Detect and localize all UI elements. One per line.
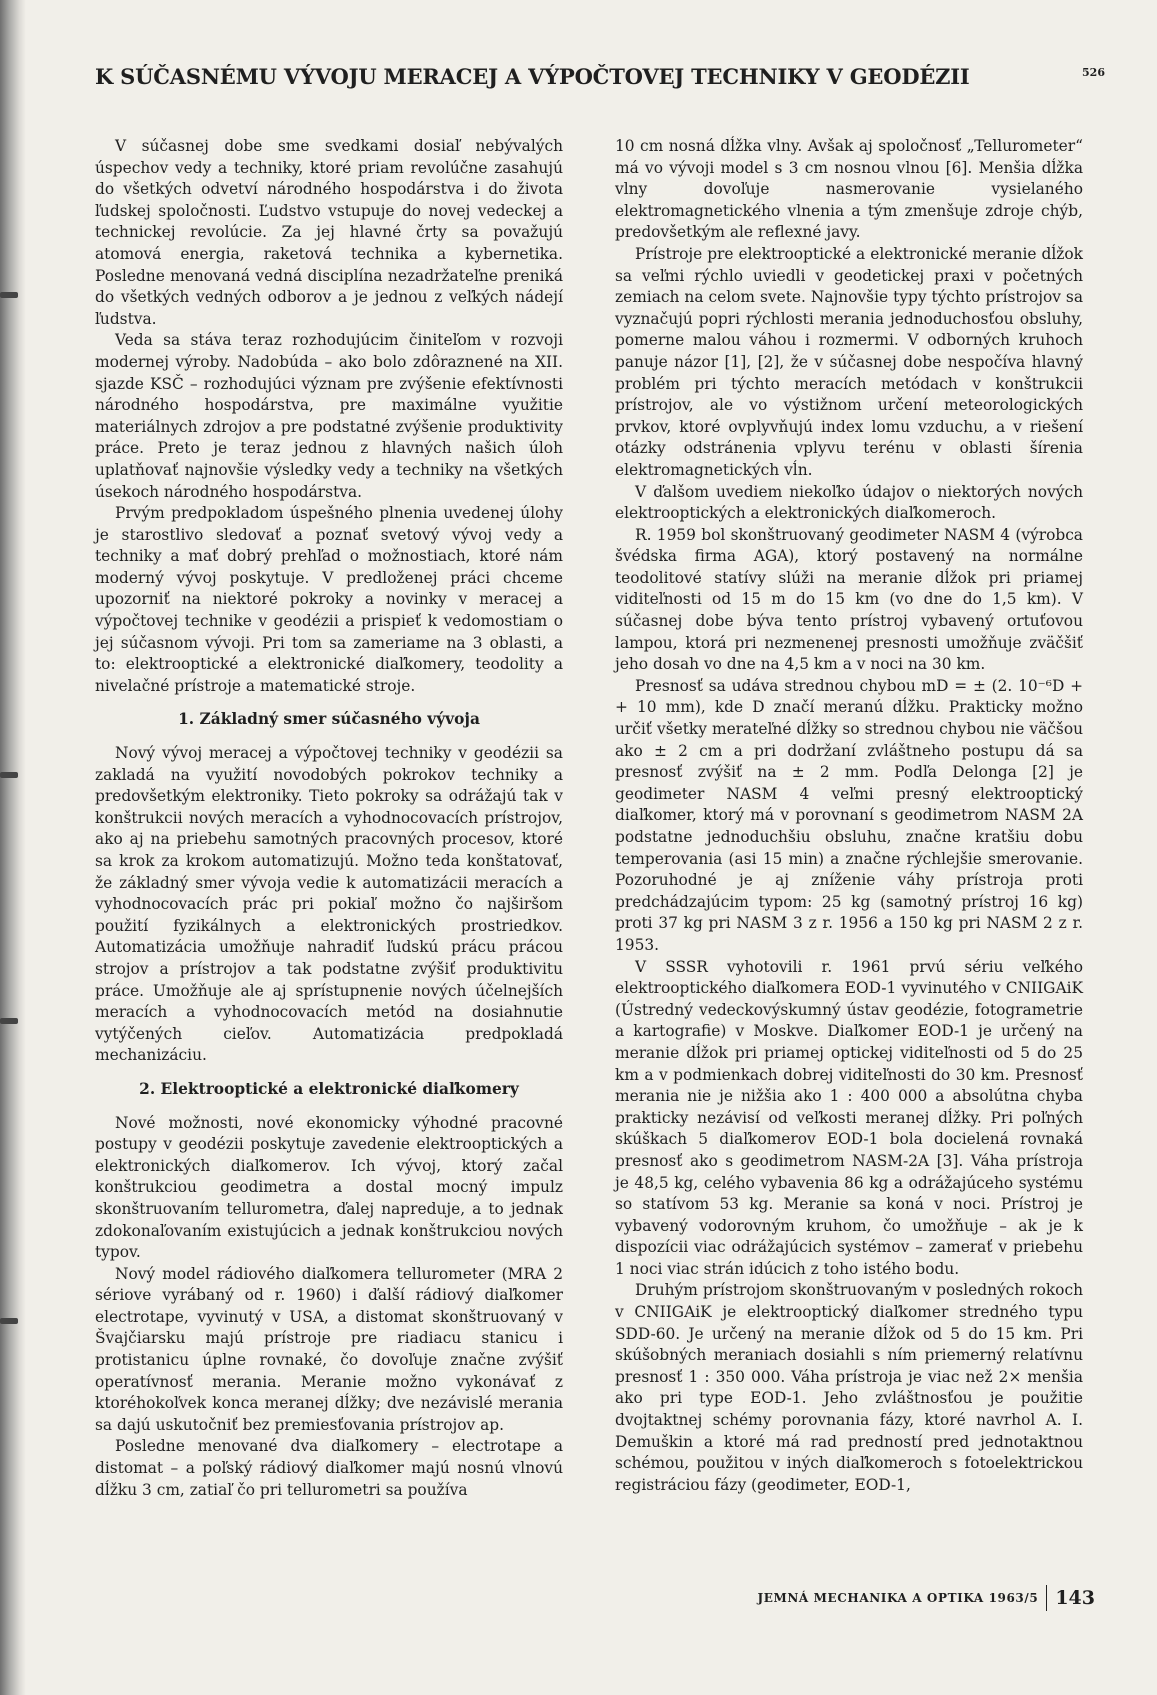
section-heading: 1. Základný smer súčasného vývoja [178, 710, 480, 729]
paragraph: Nový model rádiového diaľkomera tellurometer (MRA 2 sériove vyrábaný od r. 1960) i ďalší rádiový diaľkomer electrotape, vyvinutý v USA, a distomat skonštruovaný v Švajčiarsku majú prístroje pre riadiacu stanicu i protistanicu úplne rovnaké, čo dovoľuje značne zvýšiť operatívnosť merania. Meranie možno vykonávať z ktoréhokoľvek konca meranej dĺžky; dve nezávislé merania sa dajú uskutočniť bez premiesťovania prístrojov ap. [95, 1264, 563, 1434]
paragraph: V súčasnej dobe sme svedkami dosiaľ nebývalých úspechov vedy a techniky, ktoré priam revolúčne zasahujú do všetkých odvetví národného hospodárstva i do života ľudskej spoločnosti. Ľudstvo vstupuje do novej vedeckej a technickej revolúcie. Za jej hlavné črty sa považujú atomová energia, raketová technika a kybernetika. Posledne menovaná vedná disciplína nezadržateľne preniká do všetkých vedných odborov a je jednou z veľkých nádejí ľudstva. [95, 137, 563, 328]
journal-name: JEMNÁ MECHANIKA A OPTIKA 1963/5 [757, 1591, 1039, 1605]
binding-mark [0, 1018, 18, 1024]
paragraph: Posledne menované dva diaľkomery – electrotape a distomat – a poľský rádiový diaľkomer majú nosnú vlnovú dĺžku 3 cm, zatiaľ čo pri tellurometri sa používa [95, 1437, 563, 1499]
paragraph: Veda sa stáva teraz rozhodujúcim činiteľom v rozvoji modernej výroby. Nadobúda – ako bolo zdôraznené na XII. sjazde KSČ – rozhodujúci význam pre zvýšenie efektívnosti národného hospodárstva, pre maximálne využitie materiálnych zdrojov a pre podstatné zvýšenie produktivity práce. Preto je teraz jednou z hlavných našich úloh uplatňovať najnovšie výsledky vedy a techniky na všetkých úsekoch národného hospodárstva. [95, 331, 563, 501]
paragraph: V ďalšom uvediem niekoľko údajov o niektorých nových elektrooptických a elektronických diaľkomeroch. [615, 482, 1083, 523]
paragraph: Nový vývoj meracej a výpočtovej techniky v geodézii sa zakladá na využití novodobých pokrokov techniky a predovšetkým elektroniky. Tieto pokroky sa odrážajú tak v konštrukcii nových meracích a vyhodnocovacích prístrojov, ako aj na priebehu samotných pracovných procesov, ktoré sa krok za krokom automatizujú. Možno teda konštatovať, že základný smer vývoja vedie k automatizácii meracích a vyhodnocovacích prác pri pokiaľ možno čo najširšom použití fyzikálnych a elektronických prostriedkov. Automatizácia umožňuje nahradiť ľudskú prácu prácou strojov a prístrojov a tak podstatne zvýšiť produktivitu práce. Umožňuje ale aj sprístupnenie nových účelnejších meracích a vyhodnocovacích metód na dosiahnutie vytýčených cieľov. Automatizácia predpokladá mechanizáciu. [95, 744, 563, 1065]
paragraph: Prvým predpokladom úspešného plnenia uvedenej úlohy je starostlivo sledovať a poznať svetový vývoj vedy a techniky a mať dobrý prehľad o možnostiach, ktoré nám moderný vývoj poskytuje. V predloženej práci chceme upozorniť na niektoré pokroky a novinky v meracej a výpočtovej technike v geodézii a prispieť k vedomostiam o jej súčasnom vývoji. Pri tom sa zameriame na 3 oblasti, a to: elektrooptické a elektronické diaľkomery, teodolity a nivelačné prístroje a matematické stroje. [95, 504, 563, 695]
footer-divider [1046, 1585, 1047, 1611]
binding-mark [0, 292, 18, 298]
page-header [95, 60, 1105, 100]
paragraph: Presnosť sa udáva strednou chybou mD = ± (2. 10⁻⁶D + + 10 mm), kde D značí meranú dĺžku. Prakticky možno určiť všetky merateľné dĺžky so strednou chybou nie väčšou ako ± 2 cm a pri dodržaní zvláštneho postupu dá sa presnosť zvýšiť na ± 2 mm. Podľa Delonga [2] je geodimeter NASM 4 veľmi presný elektrooptický diaľkomer, ktorý má v porovnaní s geodimetrom NASM 2A podstatne jednoduchšiu obsluhu, značne kratšiu dobu temperovania (asi 15 min) a značne rýchlejšie smerovanie. Pozoruhodné je aj zníženie váhy prístroja proti predchádzajúcim typom: 25 kg (samotný prístroj 16 kg) proti 37 kg pri NASM 3 z r. 1956 a 150 kg pri NASM 2 z r. 1953. [615, 676, 1083, 954]
page-binding-edge [0, 0, 26, 1695]
page-footer [757, 1585, 1095, 1611]
article-title: K SÚČASNÉMU VÝVOJU MERACEJ A VÝPOČTOVEJ TECHNIKY V GEODÉZII [95, 64, 970, 89]
paragraph: V SSSR vyhotovili r. 1961 prvú sériu veľkého elektrooptického diaľkomera EOD-1 vyvinutého v CNIIGAiK (Ústredný vedeckovýskumný ústav geodézie, fotogrametrie a kartografie) v Moskve. Diaľkomer EOD-1 je určený na meranie dĺžok pri priamej optickej viditeľnosti od 5 do 25 km a v podmienkach dobrej viditeľnosti do 30 km. Presnosť merania nie je nižšia ako 1 : 400 000 a absolútna chyba prakticky nezávisí od veľkosti meranej dĺžky. Pri poľných skúškach 5 diaľkomerov EOD-1 bola docielená rovnaká presnosť ako s geodimetrom NASM-2A [3]. Váha prístroja je 48,5 kg, celého vybavenia 86 kg a odrážajúceho systému so statívom 53 kg. Meranie sa koná v noci. Prístroj je vybavený vodorovným kruhom, čo umožňuje – ak je k dispozícii viac odrážajúcich systémov – zamerať v priebehu 1 noci viac strán idúcich z toho istého bodu. [615, 957, 1083, 1278]
left-column [95, 136, 563, 1501]
paragraph: Nové možnosti, nové ekonomicky výhodné pracovné postupy v geodézii poskytuje zavedenie elektrooptických a elektronických diaľkomerov. Ich vývoj, ktorý začal konštrukciou geodimetra a dostal mocný impulz skonštruovaním tellurometra, ďalej napreduje, a to jednak zdokonaľovaním existujúcich a jednak konštrukciou nových typov. [95, 1113, 563, 1262]
paragraph: R. 1959 bol skonštruovaný geodimeter NASM 4 (výrobca švédska firma AGA), ktorý postavený na normálne teodolitové statívy slúži na meranie dĺžok pri priamej viditeľnosti od 15 m do 15 km (vo dne do 1,5 km). V súčasnej dobe býva tento prístroj vybavený ortuťovou lampou, ktorá pri nezmenenej presnosti umožňuje zväčšiť jeho dosah vo dne na 4,5 km a v noci na 30 km. [615, 525, 1083, 674]
page-number-top: 526 [1082, 66, 1105, 79]
paragraph: 10 cm nosná dĺžka vlny. Avšak aj spoločnosť „Tellurometer“ má vo vývoji model s 3 cm nosnou vlnou [6]. Menšia dĺžka vlny dovoľuje nasmerovanie vysielaného elektromagnetického vlnenia a tým zmenšuje zdroje chýb, predovšetkým ale reflexné javy. [615, 137, 1083, 242]
paragraph: Druhým prístrojom skonštruovaným v posledných rokoch v CNIIGAiK je elektrooptický diaľkomer stredného typu SDD-60. Je určený na meranie dĺžok od 5 do 15 km. Pri skúšobných meraniach dosiahli s ním priemerný relatívnu presnosť 1 : 350 000. Váha prístroja je viac než 2× menšia ako pri type EOD-1. Jeho zvláštnosťou je použitie dvojtaktnej schémy porovnania fázy, ktoré navrhol A. I. Demuškin a ktoré má rad predností pred jednotaktnou schémou, použitou v iných diaľkomeroch s fotoelektrickou registráciou fázy (geodimeter, EOD-1, [615, 1281, 1083, 1494]
right-column [615, 136, 1083, 1496]
paragraph: Prístroje pre elektrooptické a elektronické meranie dĺžok sa veľmi rýchlo uviedli v geodetickej praxi v početných zemiach na celom svete. Najnovšie typy týchto prístrojov sa vyznačujú popri rýchlosti merania jednoduchosťou obsluhy, pomerne malou váhou i rozmermi. V odborných kruhoch panuje názor [1], [2], že v súčasnej dobe nespočíva hlavný problém pri týchto meracích metódach v konštrukcii prístrojov, ale vo výstižnom určení meteorologických prvkov, ktoré ovplyvňujú index lomu vzduchu, a v riešení otázky odstránenia vplyvu terénu v oblasti šírenia elektromagnetických vĺn. [615, 244, 1083, 479]
binding-mark [0, 1318, 18, 1324]
page-number: 143 [1055, 1587, 1095, 1609]
section-heading: 2. Elektrooptické a elektronické diaľkomery [139, 1079, 519, 1098]
binding-mark [0, 772, 18, 778]
